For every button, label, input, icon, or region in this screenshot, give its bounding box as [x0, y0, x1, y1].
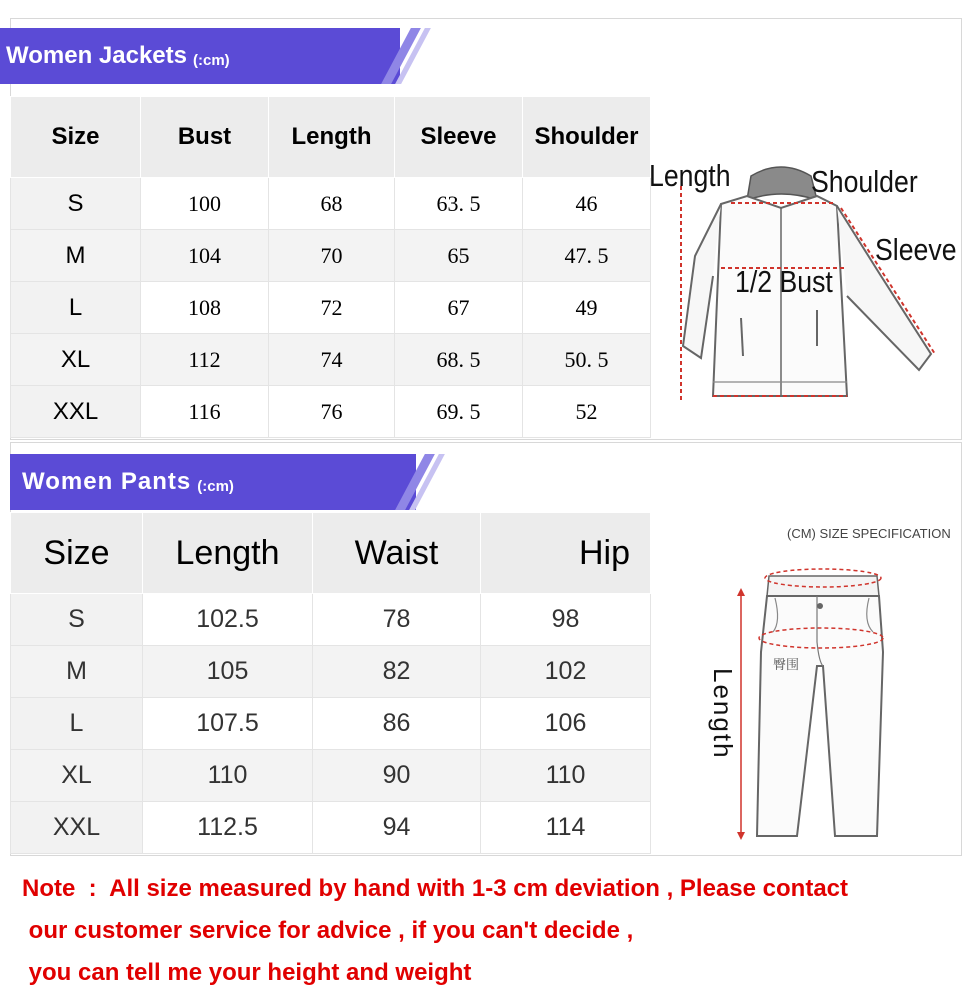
bust-cell: 116 — [141, 386, 269, 438]
size-cell: L — [11, 698, 143, 750]
waist-cell: 94 — [313, 802, 481, 854]
shoulder-cell: 52 — [523, 386, 651, 438]
size-cell: S — [11, 178, 141, 230]
pants-hip-label: 臀围 — [773, 657, 800, 672]
size-note — [22, 868, 962, 994]
jackets-size-table — [10, 96, 651, 438]
pants-banner — [10, 454, 416, 510]
pants-unit: (:cm) — [197, 477, 234, 495]
waist-cell: 82 — [313, 646, 481, 698]
shoulder-cell: 50. 5 — [523, 334, 651, 386]
jacket-length-label: Length — [649, 158, 731, 193]
waist-cell: 78 — [313, 594, 481, 646]
hip-cell: 110 — [481, 750, 651, 802]
column-header-bust: Bust — [141, 97, 269, 178]
sleeve-cell: 65 — [395, 230, 523, 282]
table-header-row — [11, 513, 651, 594]
bust-cell: 112 — [141, 334, 269, 386]
size-cell: M — [11, 646, 143, 698]
waist-cell: 90 — [313, 750, 481, 802]
jacket-figure — [651, 96, 959, 436]
length-cell: 70 — [269, 230, 395, 282]
pants-title: Women Pants — [22, 468, 192, 495]
note-line-2: our customer service for advice , if you can't decide , — [22, 917, 634, 944]
length-cell: 110 — [143, 750, 313, 802]
column-header-shoulder: Shoulder — [523, 97, 651, 178]
table-row — [11, 282, 651, 334]
length-cell: 105 — [143, 646, 313, 698]
bust-cell: 104 — [141, 230, 269, 282]
table-row — [11, 386, 651, 438]
size-cell: XL — [11, 750, 143, 802]
size-cell: L — [11, 282, 141, 334]
hip-cell: 98 — [481, 594, 651, 646]
table-row — [11, 594, 651, 646]
shoulder-cell: 47. 5 — [523, 230, 651, 282]
table-row — [11, 334, 651, 386]
length-cell: 76 — [269, 386, 395, 438]
column-header-length: Length — [143, 513, 313, 594]
table-row — [11, 230, 651, 282]
jacket-sleeve-label: Sleeve — [875, 232, 957, 267]
pants-figure — [651, 512, 959, 852]
jackets-title: Women Jackets — [6, 42, 187, 69]
sleeve-cell: 68. 5 — [395, 334, 523, 386]
column-header-sleeve: Sleeve — [395, 97, 523, 178]
column-header-hip: Hip — [481, 513, 651, 594]
jacket-bust-label: 1/2 Bust — [735, 264, 833, 299]
hip-cell: 114 — [481, 802, 651, 854]
length-cell: 107.5 — [143, 698, 313, 750]
size-cell: XL — [11, 334, 141, 386]
jackets-banner — [0, 28, 400, 84]
pants-size-table — [10, 512, 651, 854]
table-row — [11, 698, 651, 750]
table-header-row — [11, 97, 651, 178]
sleeve-cell: 69. 5 — [395, 386, 523, 438]
jacket-shoulder-label: Shoulder — [811, 164, 918, 199]
hip-cell: 102 — [481, 646, 651, 698]
table-row — [11, 178, 651, 230]
jackets-unit: (:cm) — [192, 51, 230, 69]
pants-spec-label: (CM) SIZE SPECIFICATION — [787, 526, 951, 541]
pants-diagram-icon — [651, 512, 959, 852]
length-cell: 74 — [269, 334, 395, 386]
column-header-size: Size — [11, 97, 141, 178]
column-header-waist: Waist — [313, 513, 481, 594]
length-cell: 72 — [269, 282, 395, 334]
length-cell: 102.5 — [143, 594, 313, 646]
shoulder-cell: 49 — [523, 282, 651, 334]
column-header-length: Length — [269, 97, 395, 178]
column-header-size: Size — [11, 513, 143, 594]
pants-length-label: Length — [708, 668, 738, 760]
table-row — [11, 750, 651, 802]
shoulder-cell: 46 — [523, 178, 651, 230]
sleeve-cell: 63. 5 — [395, 178, 523, 230]
table-row — [11, 802, 651, 854]
length-cell: 112.5 — [143, 802, 313, 854]
length-cell: 68 — [269, 178, 395, 230]
note-line-1: Note : All size measured by hand with 1-3 cm deviation , Please contact — [22, 875, 849, 902]
bust-cell: 108 — [141, 282, 269, 334]
sleeve-cell: 67 — [395, 282, 523, 334]
table-row — [11, 646, 651, 698]
hip-cell: 106 — [481, 698, 651, 750]
note-line-3: you can tell me your height and weight — [22, 959, 472, 986]
size-cell: XXL — [11, 386, 141, 438]
size-cell: M — [11, 230, 141, 282]
waist-cell: 86 — [313, 698, 481, 750]
size-cell: S — [11, 594, 143, 646]
bust-cell: 100 — [141, 178, 269, 230]
size-cell: XXL — [11, 802, 143, 854]
